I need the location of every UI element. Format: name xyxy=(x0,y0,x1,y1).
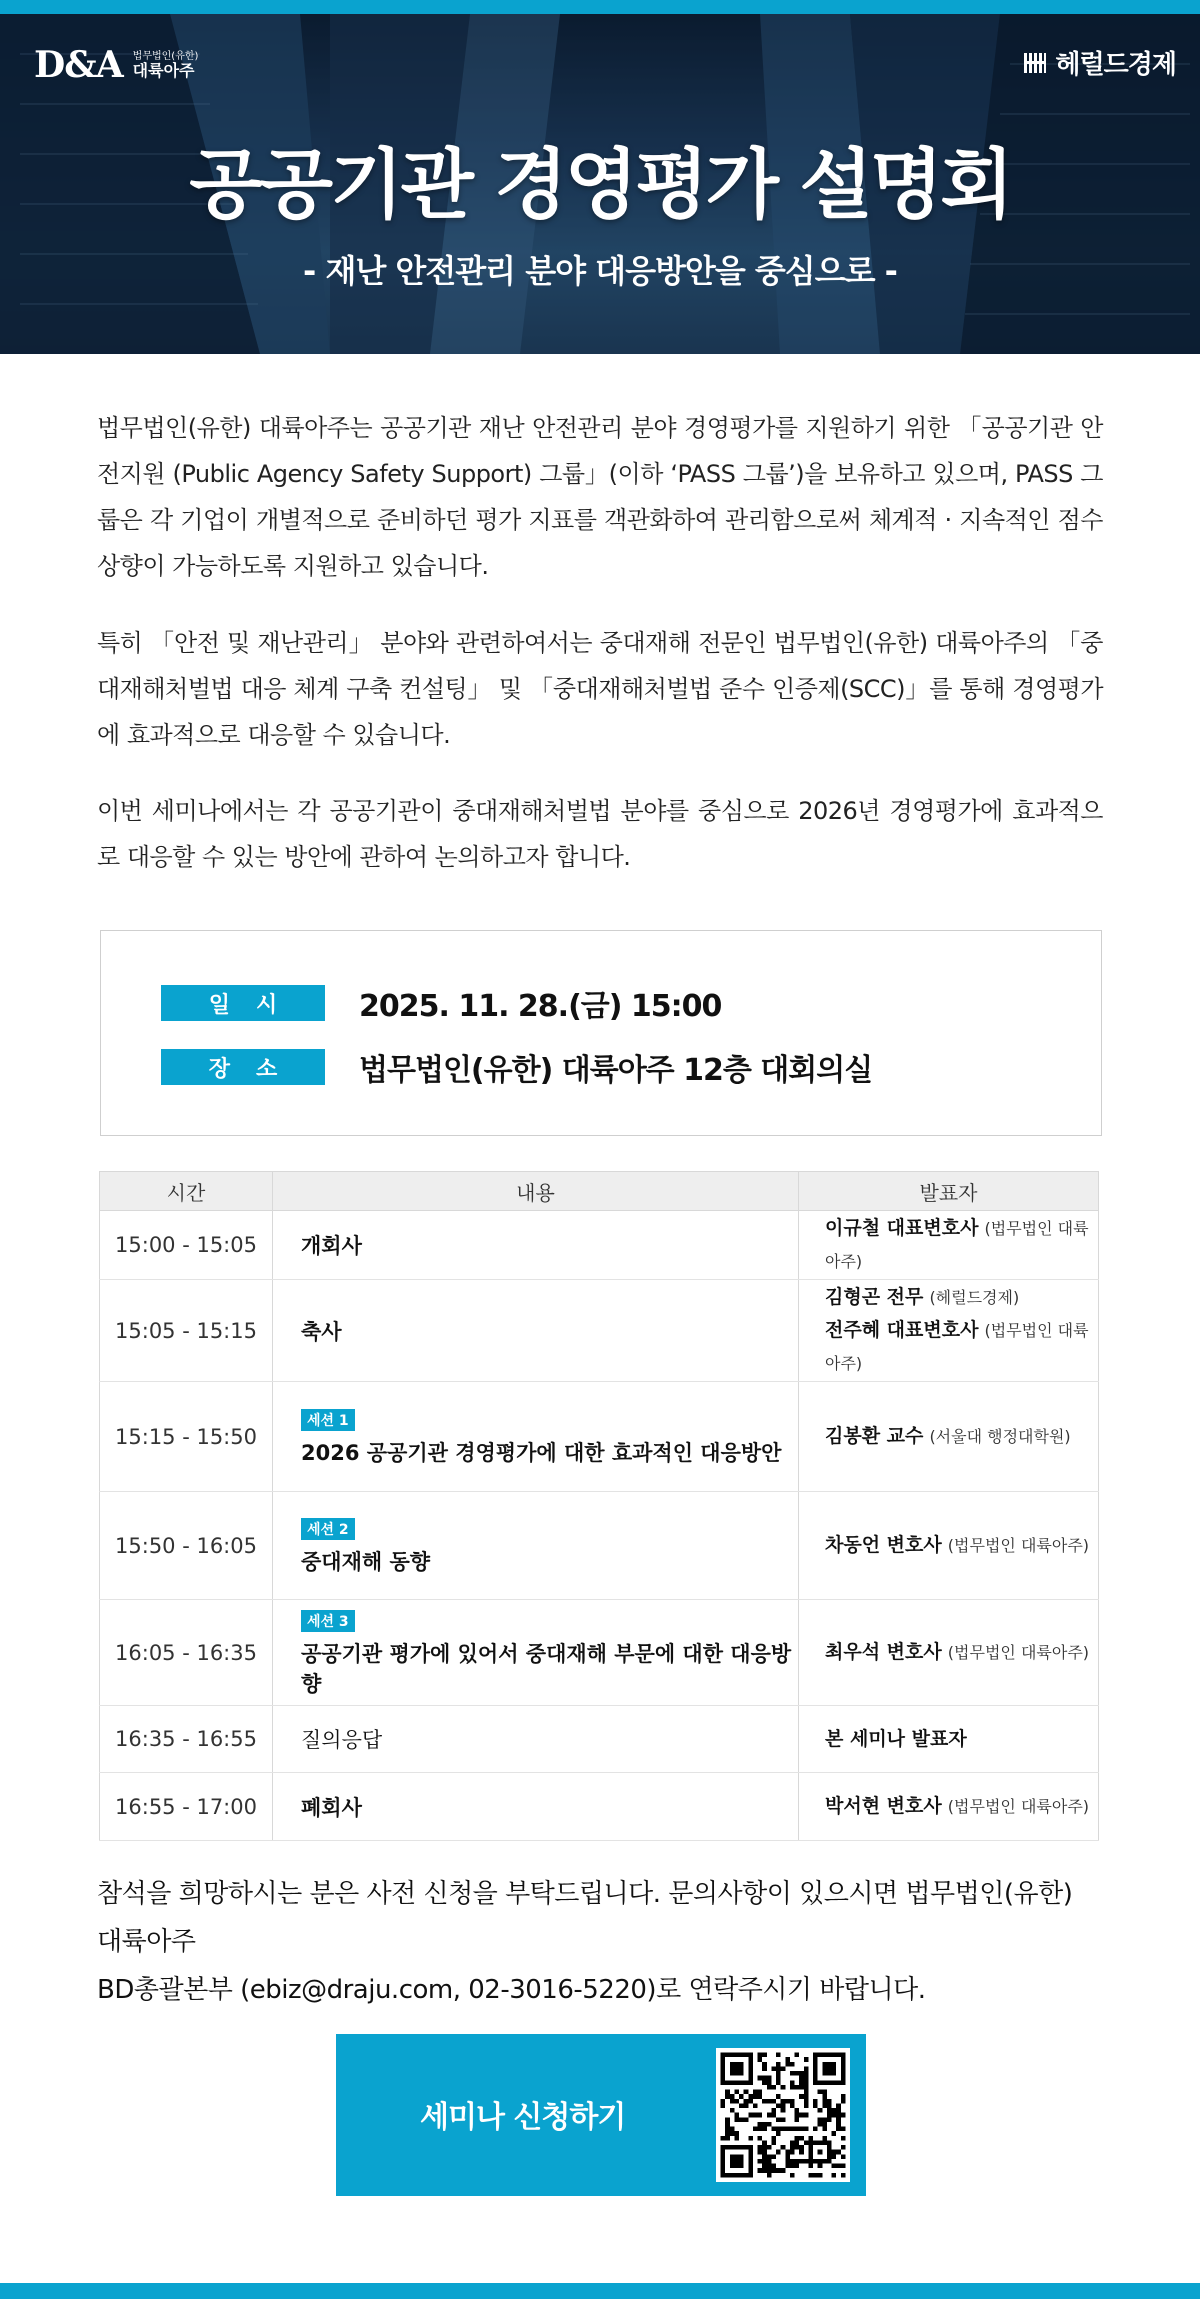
event-info-box xyxy=(100,930,1102,1136)
speaker-name: 김형곤 전무 xyxy=(825,1286,924,1308)
place-label: 장소 xyxy=(161,1049,325,1085)
row-speaker xyxy=(799,1600,1099,1706)
row-time: 15:50 - 16:05 xyxy=(100,1492,273,1600)
row-content: 질의응답 xyxy=(273,1706,799,1773)
speaker-name: 이규철 대표변호사 xyxy=(825,1217,979,1239)
herald-logo xyxy=(1023,44,1176,81)
speaker-name: 최우석 변호사 xyxy=(825,1641,942,1663)
top-accent-bar xyxy=(0,0,1200,14)
table-row xyxy=(100,1600,1099,1706)
speaker-line xyxy=(825,1314,1097,1380)
row-time: 15:15 - 15:50 xyxy=(100,1382,273,1492)
hero-banner xyxy=(0,14,1200,354)
qr-code-icon[interactable] xyxy=(716,2048,850,2182)
intro-paragraph-3: 이번 세미나에서는 각 공공기관이 중대재해처벌법 분야를 중심으로 2026년 경영평가에 효과적으로 대응할 수 있는 방안에 관하여 논의하고자 합니다. xyxy=(97,797,1103,871)
session-badge: 세션 3 xyxy=(301,1610,355,1632)
header-time: 시간 xyxy=(100,1172,273,1211)
session-title: 공공기관 평가에 있어서 중대재해 부문에 대한 대응방향 xyxy=(301,1642,792,1696)
logo-firm-name: 법무법인(유한) 대륙아주 xyxy=(132,50,199,80)
row-speaker xyxy=(799,1211,1099,1280)
row-content: 축사 xyxy=(273,1280,799,1382)
intro-paragraph-2: 특히 「안전 및 재난관리」 분야와 관련하여서는 중대재해 전문인 법무법인(유한) 대륙아주의 「중대재해처벌법 대응 체계 구축 컨설팅」 및 「중대재해처벌법 준수 인증제(SCC)」를 통해 경영평가에 효과적으로 대응할 수 있습니다. xyxy=(97,629,1103,749)
speaker-affiliation: (서울대 행정대학원) xyxy=(929,1427,1071,1446)
row-speaker xyxy=(799,1706,1099,1773)
bottom-accent-bar xyxy=(0,2283,1200,2299)
dna-logo xyxy=(34,44,198,86)
row-content xyxy=(273,1382,799,1492)
row-content xyxy=(273,1600,799,1706)
place-value: 법무법인(유한) 대륙아주 12층 대회의실 xyxy=(359,1053,873,1088)
page-subtitle: - 재난 안전관리 분야 대응방안을 중심으로 - xyxy=(303,252,897,290)
speaker-name: 차동언 변호사 xyxy=(825,1534,942,1556)
row-time: 15:00 - 15:05 xyxy=(100,1211,273,1280)
apply-seminar-label: 세미나 신청하기 xyxy=(420,2100,626,2135)
header-content: 내용 xyxy=(273,1172,799,1211)
row-time: 15:05 - 15:15 xyxy=(100,1280,273,1382)
date-label: 일시 xyxy=(161,985,325,1021)
intro-paragraph-1: 법무법인(유한) 대륙아주는 공공기관 재난 안전관리 분야 경영평가를 지원하기 위한 「공공기관 안전지원 (Public Agency Safety Support) 그룹」(이하 ‘PASS 그룹’)을 보유하고 있으며, PASS 그룹은 각 기업이 개별적으로 준비하던 평가 지표를 객관화하여 관리함으로써 체계적 · 지속적인 점수 상향이 가능하도록 지원하고 있습니다. xyxy=(97,414,1103,580)
logo-dna-text: D&A xyxy=(34,44,123,86)
row-speaker xyxy=(799,1492,1099,1600)
table-row xyxy=(100,1773,1099,1841)
place-row xyxy=(161,1045,872,1089)
row-speaker xyxy=(799,1773,1099,1841)
schedule-table xyxy=(99,1171,1099,1841)
row-speaker xyxy=(799,1382,1099,1492)
row-speaker xyxy=(799,1280,1099,1382)
schedule-header-row xyxy=(100,1172,1099,1211)
page-title: 공공기관 경영평가 설명회 xyxy=(189,140,1011,229)
contact-note xyxy=(97,1870,1103,2014)
speaker-affiliation: (법무법인 대륙아주) xyxy=(947,1797,1090,1816)
date-value: 2025. 11. 28.(금) 15:00 xyxy=(359,989,722,1024)
contact-line-2: BD총괄본부 (ebiz@draju.com, 02-3016-5220)로 연락주시기 바랍니다. xyxy=(97,1975,926,2005)
row-time: 16:35 - 16:55 xyxy=(100,1706,273,1773)
speaker-affiliation: (법무법인 대륙아주) xyxy=(825,1219,1089,1271)
table-row xyxy=(100,1706,1099,1773)
row-content xyxy=(273,1492,799,1600)
row-time: 16:55 - 17:00 xyxy=(100,1773,273,1841)
speaker-affiliation: (헤럴드경제) xyxy=(929,1288,1020,1307)
session-badge: 세션 2 xyxy=(301,1518,355,1540)
speaker-name: 본 세미나 발표자 xyxy=(825,1728,967,1750)
contact-line-1: 참석을 희망하시는 분은 사전 신청을 부탁드립니다. 문의사항이 있으시면 법무법인(유한) 대륙아주 xyxy=(97,1879,1073,1957)
table-row xyxy=(100,1382,1099,1492)
apply-seminar-button[interactable] xyxy=(336,2034,866,2196)
table-row xyxy=(100,1211,1099,1280)
speaker-line xyxy=(825,1281,1097,1314)
row-content: 폐회사 xyxy=(273,1773,799,1841)
herald-logo-text: 헤럴드경제 xyxy=(1055,50,1176,80)
speaker-affiliation: (법무법인 대륙아주) xyxy=(825,1321,1089,1373)
table-row xyxy=(100,1280,1099,1382)
session-title: 중대재해 동향 xyxy=(301,1550,431,1574)
speaker-affiliation: (법무법인 대륙아주) xyxy=(947,1536,1090,1555)
speaker-name: 전주혜 대표변호사 xyxy=(825,1319,979,1341)
session-title: 2026 공공기관 경영평가에 대한 효과적인 대응방안 xyxy=(301,1441,782,1465)
row-content: 개회사 xyxy=(273,1211,799,1280)
speaker-name: 박서현 변호사 xyxy=(825,1795,942,1817)
herald-mark-icon xyxy=(1023,51,1047,75)
speaker-affiliation: (법무법인 대륙아주) xyxy=(947,1643,1090,1662)
speaker-name: 김봉환 교수 xyxy=(825,1425,924,1447)
session-badge: 세션 1 xyxy=(301,1409,355,1431)
header-speaker: 발표자 xyxy=(799,1172,1099,1211)
row-time: 16:05 - 16:35 xyxy=(100,1600,273,1706)
table-row xyxy=(100,1492,1099,1600)
date-row xyxy=(161,981,721,1025)
